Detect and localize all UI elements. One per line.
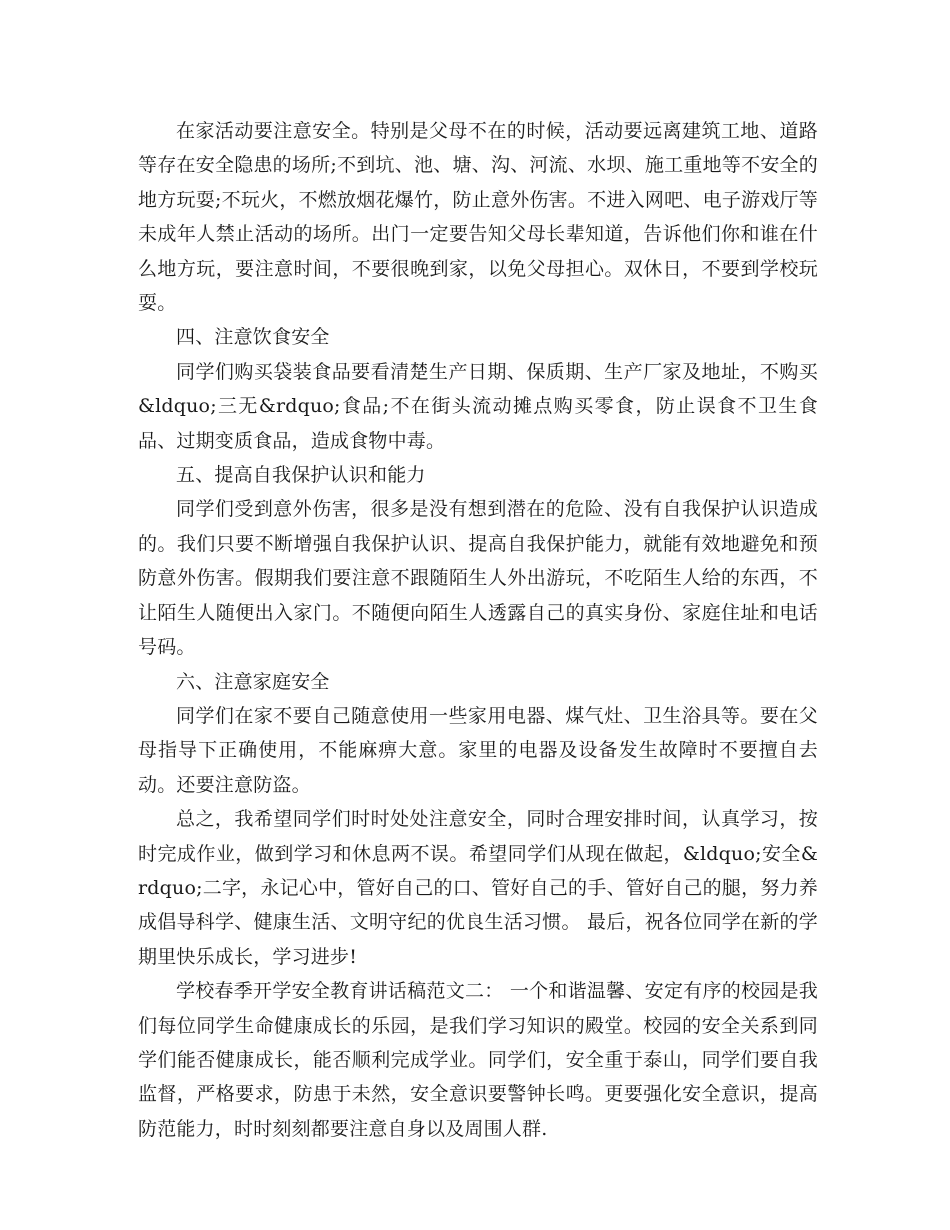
- paragraph-family-safety: 同学们在家不要自己随意使用一些家用电器、煤气灶、卫生浴具等。要在父母指导下正确使用，不能麻痹大意。家里的电器及设备发生故障时不要擅自去动。还要注意防盗。: [138, 704, 818, 796]
- document-body: [138, 114, 818, 1146]
- heading-self-protection: 五、提高自我保护认识和能力: [176, 464, 426, 487]
- paragraph-sample-two: 学校春季开学安全教育讲话稿范文二： 一个和谐温馨、安定有序的校园是我们每位同学生命健康成长的乐园，是我们学习知识的殿堂。校园的安全关系到同学们能否健康成长，能否顺利完成学业。同学们，安全重于泰山，同学们要自我监督，严格要求，防患于未然，安全意识要警钟长鸣。更要强化安全意识，提高防范能力，时时刻刻都要注意自身以及周围人群.: [138, 980, 818, 1140]
- heading-family-safety: 六、注意家庭安全: [176, 670, 330, 693]
- paragraph-self-protection: 同学们受到意外伤害，很多是没有想到潜在的危险、没有自我保护认识造成的。我们只要不断增强自我保护认识、提高自我保护能力，就能有效地避免和预防意外伤害。假期我们要注意不跟随陌生人外出游玩，不吃陌生人给的东西，不让陌生人随便出入家门。不随便向陌生人透露自己的真实身份、家庭住址和电话号码。: [138, 498, 818, 659]
- paragraph-food-safety: 同学们购买袋装食品要看清楚生产日期、保质期、生产厂家及地址，不购买&ldquo;三无&rdquo;食品;不在街头流动摊点购买零食，防止误食不卫生食品、过期变质食品，造成食物中毒。: [138, 360, 818, 452]
- paragraph-home-safety: 在家活动要注意安全。特别是父母不在的时候，活动要远离建筑工地、道路等存在安全隐患的场所;不到坑、池、塘、沟、河流、水坝、施工重地等不安全的地方玩耍;不玩火，不燃放烟花爆竹，防止意外伤害。不进入网吧、电子游戏厅等未成年人禁止活动的场所。出门一定要告知父母长辈知道，告诉他们你和谁在什么地方玩，要注意时间，不要很晚到家，以免父母担心。双休日，不要到学校玩耍。: [138, 120, 818, 315]
- heading-food-safety: 四、注意饮食安全: [176, 326, 330, 349]
- paragraph-conclusion: 总之，我希望同学们时时处处注意安全，同时合理安排时间，认真学习，按时完成作业，做到学习和休息两不误。希望同学们从现在做起，&ldquo;安全&rdquo;二字，永记心中，管好自己的口、管好自己的手、管好自己的腿，努力养成倡导科学、健康生活、文明守纪的优良生活习惯。 最后，祝各位同学在新的学期里快乐成长，学习进步!: [138, 808, 818, 968]
